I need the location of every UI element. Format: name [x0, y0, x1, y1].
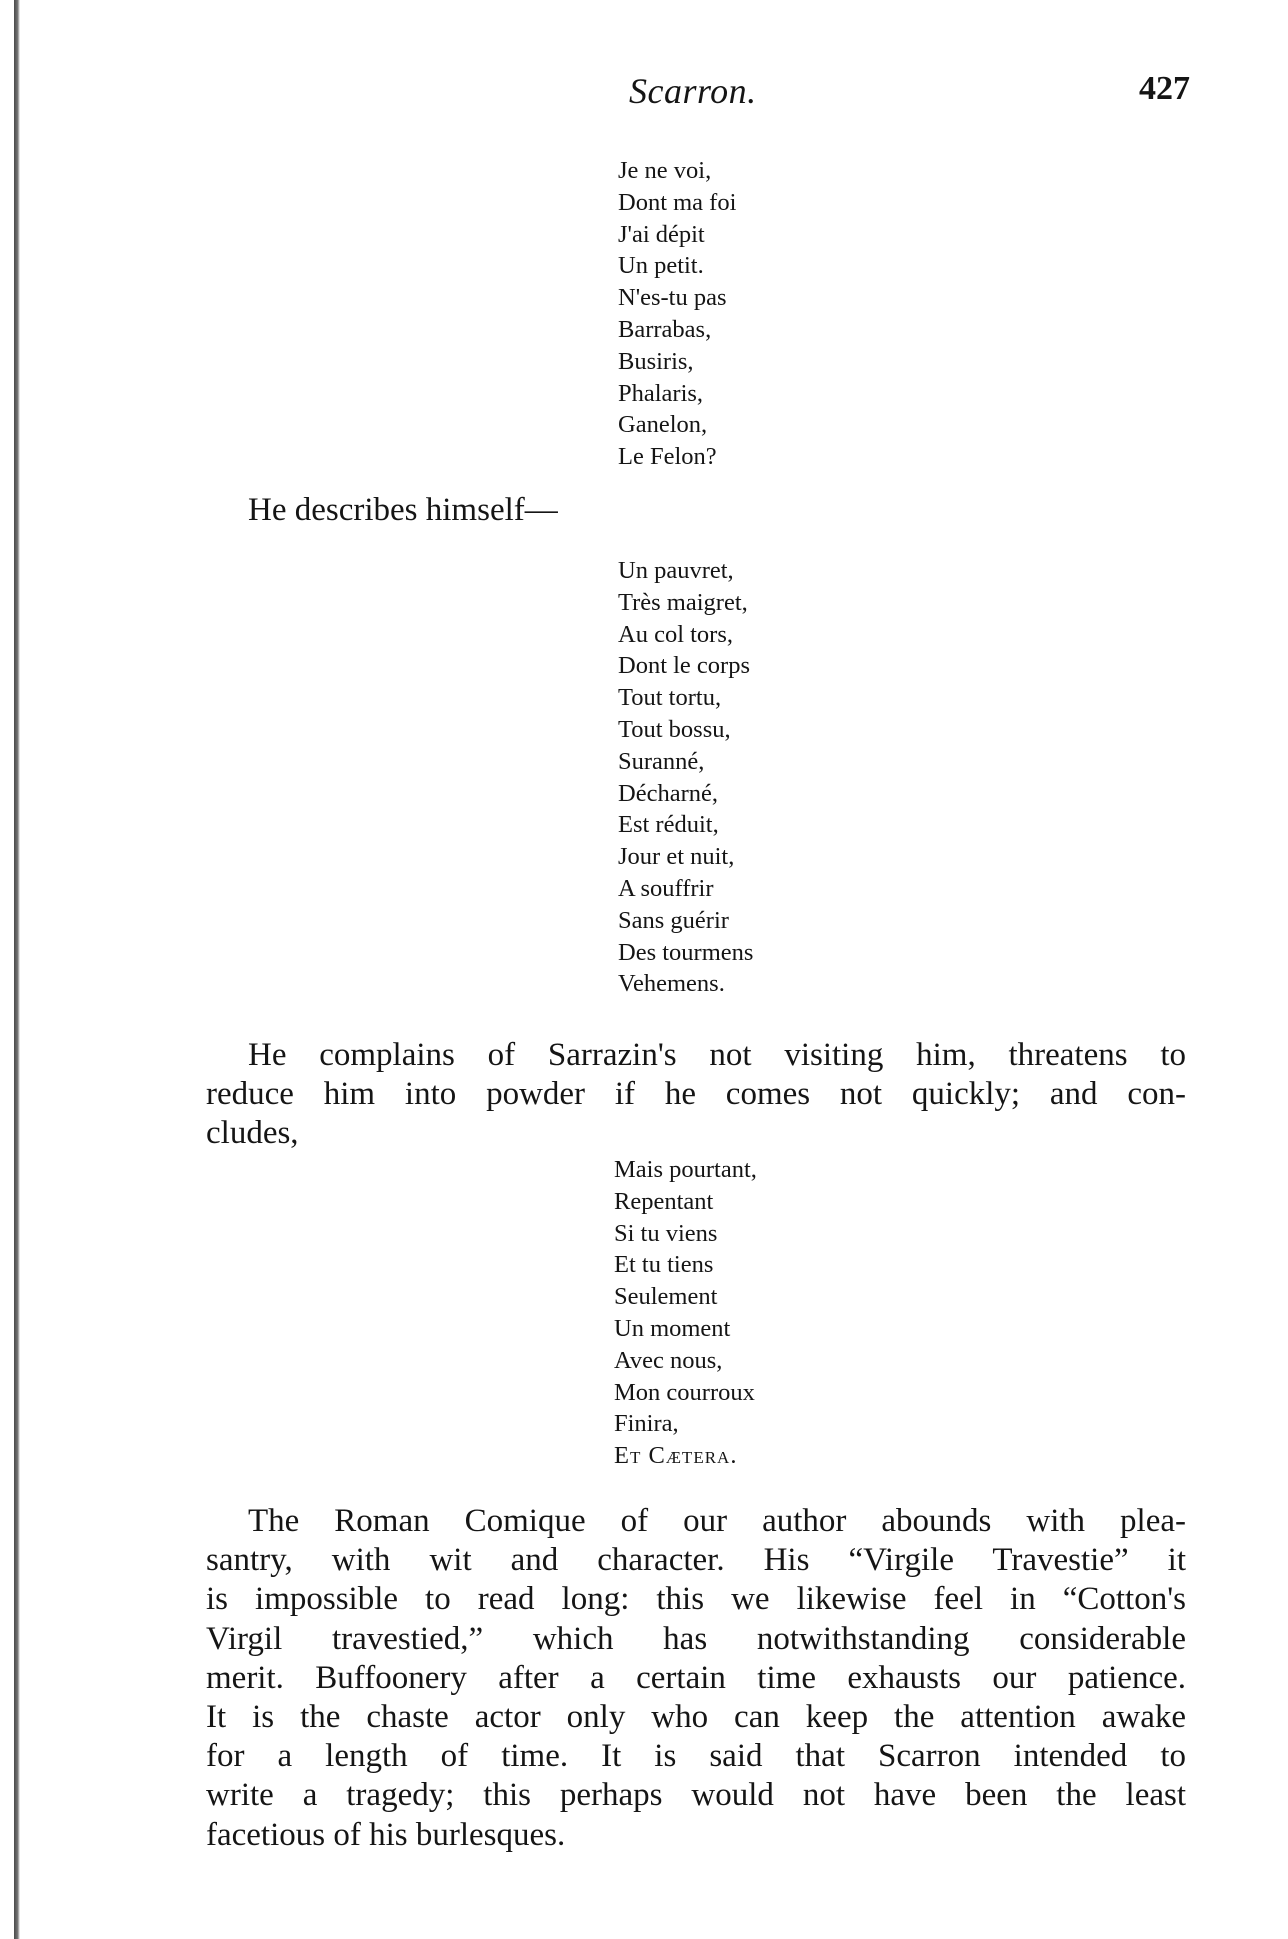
- verse-line: Seulement: [614, 1283, 718, 1311]
- verse-line: Tout bossu,: [618, 715, 731, 743]
- verse-line: N'es-tu pas: [618, 284, 727, 312]
- verse-line: Mais pourtant,: [614, 1156, 757, 1183]
- verse-line-et-caetera: Et Cætera.: [614, 1442, 738, 1470]
- verse-line: Dont le corps: [618, 652, 750, 680]
- paragraph-line: for a length of time. It is said that Scarron intended to: [206, 1738, 1186, 1775]
- paragraph-line: santry, with wit and character. His “Virgile Travestie” it: [206, 1542, 1186, 1579]
- page-binding-edge: [14, 0, 20, 1939]
- verse-line: Et tu tiens: [614, 1251, 714, 1279]
- verse-line: Repentant: [614, 1187, 714, 1215]
- verse-line: Très maigret,: [618, 588, 748, 616]
- paragraph-line: facetious of his burlesques.: [206, 1816, 566, 1853]
- verse-line: Des tourmens: [618, 938, 754, 966]
- verse-line: Barrabas,: [618, 315, 712, 343]
- verse-line: Mon courroux: [614, 1378, 755, 1406]
- verse-line: Est réduit,: [618, 811, 719, 839]
- paragraph-complains: [206, 1036, 1186, 1154]
- running-title: Scarron.: [629, 71, 757, 111]
- paragraph-line: cludes,: [206, 1115, 299, 1152]
- verse-line: Un petit.: [618, 252, 704, 280]
- paragraph-line: merit. Buffoonery after a certain time exhausts our patience.: [206, 1659, 1186, 1696]
- verse-line: Si tu viens: [614, 1219, 718, 1247]
- verse-stanza-1: [618, 155, 736, 473]
- verse-line: Dont ma foi: [618, 188, 737, 216]
- verse-line: Avec nous,: [614, 1346, 723, 1374]
- verse-line: Sans guérir: [618, 906, 729, 934]
- paragraph-line: Virgil travestied,” which has notwithstanding considerable: [206, 1620, 1186, 1657]
- verse-line: Busiris,: [618, 347, 694, 375]
- paragraph-line: He complains of Sarrazin's not visiting him, threatens to: [248, 1037, 1186, 1073]
- verse-line: Tout tortu,: [618, 684, 722, 712]
- verse-line: Finira,: [614, 1410, 679, 1438]
- paragraph-line: is impossible to read long: this we likewise feel in “Cotton's: [206, 1581, 1186, 1618]
- verse-line: Un pauvret,: [618, 557, 734, 584]
- verse-line: Ganelon,: [618, 411, 708, 439]
- verse-line: J'ai dépit: [618, 220, 705, 248]
- verse-line: Vehemens.: [618, 970, 725, 998]
- verse-line: Un moment: [614, 1314, 731, 1342]
- verse-stanza-2: [618, 555, 753, 1000]
- verse-line: A souffrir: [618, 874, 714, 902]
- lead-in-text: He describes himself—: [248, 492, 558, 528]
- paragraph-roman-comique: [206, 1502, 1186, 1855]
- page-number: 427: [1139, 70, 1190, 107]
- verse-line: Je ne voi,: [618, 157, 712, 184]
- verse-line: Le Felon?: [618, 443, 717, 471]
- verse-stanza-3: [614, 1154, 757, 1472]
- verse-line: Au col tors,: [618, 620, 733, 648]
- verse-line: Jour et nuit,: [618, 843, 735, 871]
- page-header: [620, 70, 1190, 114]
- verse-line: Décharné,: [618, 779, 718, 807]
- paragraph-line: write a tragedy; this perhaps would not have been the least: [206, 1777, 1186, 1814]
- verse-line: Phalaris,: [618, 379, 704, 407]
- verse-line: Suranné,: [618, 747, 705, 775]
- paragraph-line: reduce him into powder if he comes not quickly; and con-: [206, 1076, 1186, 1113]
- paragraph-line: The Roman Comique of our author abounds with plea-: [248, 1503, 1186, 1539]
- paragraph-line: It is the chaste actor only who can keep the attention awake: [206, 1699, 1186, 1736]
